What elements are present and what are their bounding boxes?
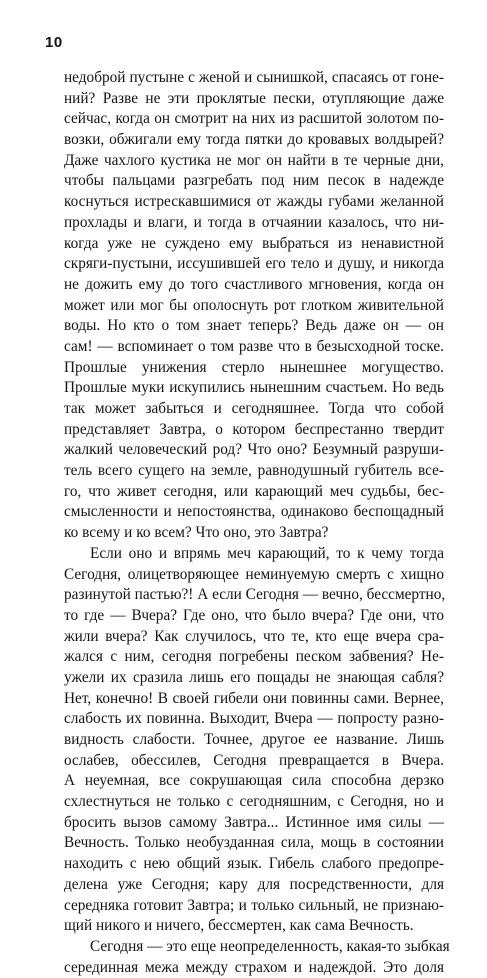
text-line: тель всего сущего на земле, равнодушный губитель все- (64, 462, 444, 480)
text-line: бросить вызов самому Завтра... Истинное имя силы — (64, 813, 444, 831)
text-line: не дожить ему до того счастливого мгновения, когда он (64, 275, 444, 293)
paragraph (64, 544, 444, 937)
text-line: слабость их повинна. Выходит, Вчера — попросту разно- (64, 710, 444, 728)
text-line: Нет, конечно! В своей гибели они повинны сами. Вернее, (64, 689, 444, 707)
text-line: разинутой пастью?! А если Сегодня — вечно, бессмертно, (64, 586, 446, 604)
text-line: ко всему и ко всем? Что оно, это Завтра? (64, 524, 329, 542)
text-line: Сегодня — это еще неопределенность, какая-то зыбкая (90, 937, 450, 955)
text-line: ужели их сразила лишь его пощады не знающая сабля? (64, 668, 444, 686)
text-line: скряги-пустыни, иссушившей его тело и душу, и никогда (64, 255, 444, 273)
text-line: жили вчера? Как случилось, что те, кто еще вчера сра- (64, 627, 444, 645)
body-text (64, 68, 450, 978)
text-line: сейчас, когда он смотрит на них из расшитой золотом по- (64, 110, 444, 128)
text-line: представляет Завтра, о котором беспрестанно твердит (64, 420, 444, 438)
text-line: прохлады и влаги, и тогда в отчаянии казалось, что ни- (64, 213, 444, 231)
text-line: то где — Вчера? Где оно, что было вчера? Где они, что (64, 606, 444, 624)
text-line: А неуемная, все сокрушающая сила способна дерзко (64, 772, 444, 790)
text-line: делена уже Сегодня; кару для посредственности, для (64, 875, 444, 893)
text-line: Сегодня, олицетворяющее неминуемую смерть с хищно (64, 565, 444, 583)
text-line: чтобы пальцами разгребать под ним песок в надежде (64, 172, 444, 190)
paragraph (64, 68, 444, 544)
paragraph (64, 937, 450, 978)
text-line: середняка готовит Завтра; и только сильный, не признаю- (64, 896, 444, 914)
text-line: го, что живет сегодня, или карающий меч судьбы, бес- (64, 482, 444, 500)
text-line: Вечность. Только необузданная сила, мощь в состоянии (64, 834, 444, 852)
page-number: 10 (45, 34, 63, 51)
text-line: жалкий человеческий род? Что оно? Безумный разруши- (64, 441, 444, 459)
text-line: воды. Но кто о том знает теперь? Ведь даже он — он (64, 317, 444, 335)
text-line: жался с ним, сегодня погребены песком забвения? Не- (64, 648, 444, 666)
text-line: недоброй пустыне с женой и сынишкой, спасаясь от гоне- (64, 69, 444, 86)
text-line: Если оно и впрямь меч карающий, то к чему тогда (90, 544, 444, 562)
text-line: коснуться истрескавшимися от жажды губами желанной (64, 193, 444, 211)
text-line: Прошлые унижения стерло нынешнее могущество. (64, 358, 444, 376)
text-line: Прошлые муки искупились нынешним счастьем. Но ведь (64, 379, 444, 397)
text-line: Даже чахлого кустика не мог он найти в те черные дни, (64, 151, 444, 169)
text-line: когда уже не суждено ему выбраться из ненавистной (64, 234, 444, 252)
text-line: ослабев, обессилев, Сегодня превращается в Вчера. (64, 751, 444, 769)
text-line: так может забыться и сегодняшнее. Тогда что собой (64, 400, 444, 417)
text-line: находить с нею общий язык. Гибель слабого предопре- (64, 855, 444, 873)
text-line: смысленности и непостоянства, одинаково беспощадный (64, 503, 444, 521)
text-line: щий никого и ничего, бессмертен, как сама Вечность. (64, 917, 414, 935)
text-line: сам! — вспоминает о том разве что в безысходной тоске. (64, 337, 444, 355)
text-line: может или мог бы ополоснуть рот глотком живительной (64, 296, 444, 314)
text-line: ний? Разве не эти проклятые пески, отупляющие даже (64, 89, 444, 107)
text-line: схлестнуться не только с сегодняшним, с Сегодня, но и (64, 793, 444, 811)
text-line: видность слабости. Точнее, другое ее название. Лишь (64, 731, 444, 748)
text-line: серединная межа между страхом и надеждой. Это доля (64, 958, 444, 976)
text-line: возки, обжигали ему тогда пятки до кровавых волдырей? (64, 131, 444, 149)
